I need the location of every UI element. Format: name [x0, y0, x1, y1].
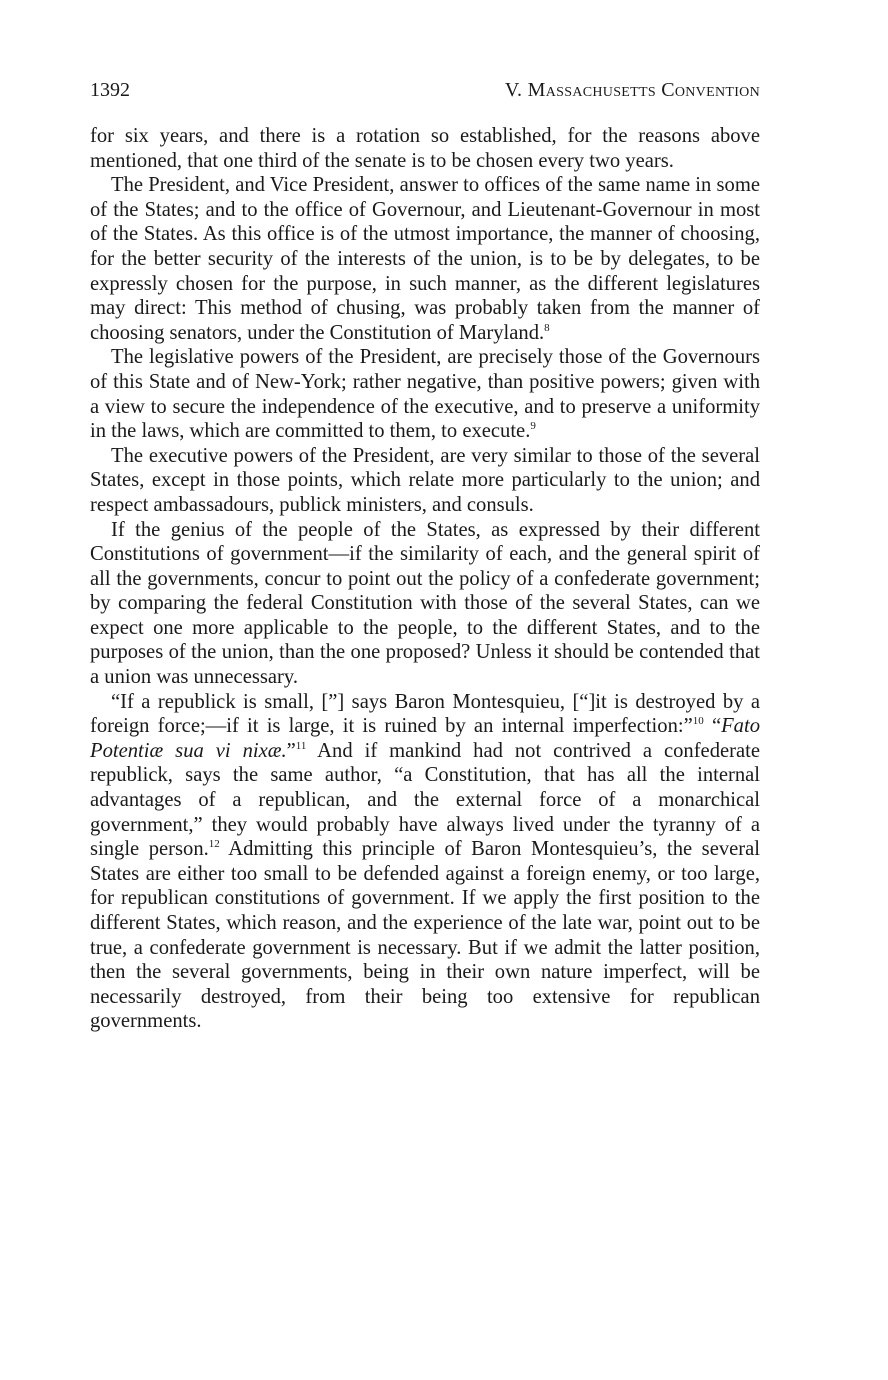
paragraph-5-text: If the genius of the people of the States, as expressed by their different Constitutions of government—if the similarity of each, and the general spirit of all the governments, concur to point out the policy of a confederate government; by comparing the federal Constitution with those of the several States, can we expect one more applicable to the people, to the different States, and to the purposes of the union, than the one proposed? Unless it should be contended that a union was unnecessary.: [90, 518, 760, 689]
page-number: 1392: [90, 79, 130, 101]
paragraph-6-text-c: ”: [286, 739, 296, 762]
paragraph-2-text: The President, and Vice President, answer to offices of the same name in some of the States; and to the office of Governour, and Lieutenant-Governour in most of the States. As this office is of the utmost importance, the manner of choosing, for the better security of the interests of the union, is to be by delegates, to be expressly chosen for the purpose, in such manner, as the different legislatures may direct: This method of chusing, was probably taken from the manner of choosing senators, under the Constitution of Maryland.: [90, 174, 760, 344]
paragraph-5: [90, 518, 760, 690]
latin-quote: Fato Potentiæ sua vi nixæ.: [90, 715, 760, 762]
paragraph-6-text-a: “If a republick is small, [”] says Baron Montesquieu, [“]it is destroyed by a foreign force;—if it is large, it is ruined by an internal imperfection:”: [90, 690, 760, 738]
footnote-ref-12[interactable]: 12: [208, 838, 220, 851]
running-head: [90, 78, 760, 102]
footnote-ref-8[interactable]: 8: [544, 321, 550, 334]
paragraph-4: [90, 444, 760, 518]
paragraph-6: [90, 690, 760, 1034]
footnote-ref-10[interactable]: 10: [692, 715, 704, 728]
paragraph-2: [90, 173, 760, 345]
paragraph-1-text: for six years, and there is a rotation so established, for the reasons above mentioned, that one third of the senate is to be chosen every two years.: [90, 125, 760, 172]
footnote-ref-9[interactable]: 9: [530, 420, 536, 433]
paragraph-4-text: The executive powers of the President, are very similar to those of the several States, except in those points, which relate more particularly to the union; and respect ambassadours, publick ministers, and consuls.: [90, 444, 760, 516]
paragraph-3: [90, 345, 760, 443]
paragraph-3-text: The legislative powers of the President, are precisely those of the Governours of this State and of New-York; rather negative, than positive powers; given with a view to secure the independence of the executive, and to preserve a uniformity in the laws, which are committed to them, to execute.: [90, 346, 760, 443]
document-page: [90, 78, 760, 1034]
paragraph-1: [90, 124, 760, 173]
paragraph-6-text-b: “: [703, 715, 722, 738]
paragraph-6-text-d: And if mankind had not contrived a confederate republick, says the same author, “a Constitution, that has all the internal advantages of a republican, and the external force of a monarchical government,” they would probably have always lived under the tyranny of a single person.: [90, 739, 760, 861]
footnote-ref-11[interactable]: 11: [295, 739, 307, 752]
paragraph-6-text-e: Admitting this principle of Baron Montesquieu’s, the several States are either too small to be defended against a foreign enemy, or too large, for republican constitutions of government. If we apply the first position to the different States, which reason, and the experience of the late war, point out to be true, a confederate government is necessary. But if we admit the latter position, then the several governments, being in their own nature imperfect, will be necessarily destroyed, from their being too extensive for republican governments.: [90, 838, 760, 1033]
running-title: V. Massachusetts Convention: [504, 79, 760, 101]
body-text: [90, 124, 760, 1034]
